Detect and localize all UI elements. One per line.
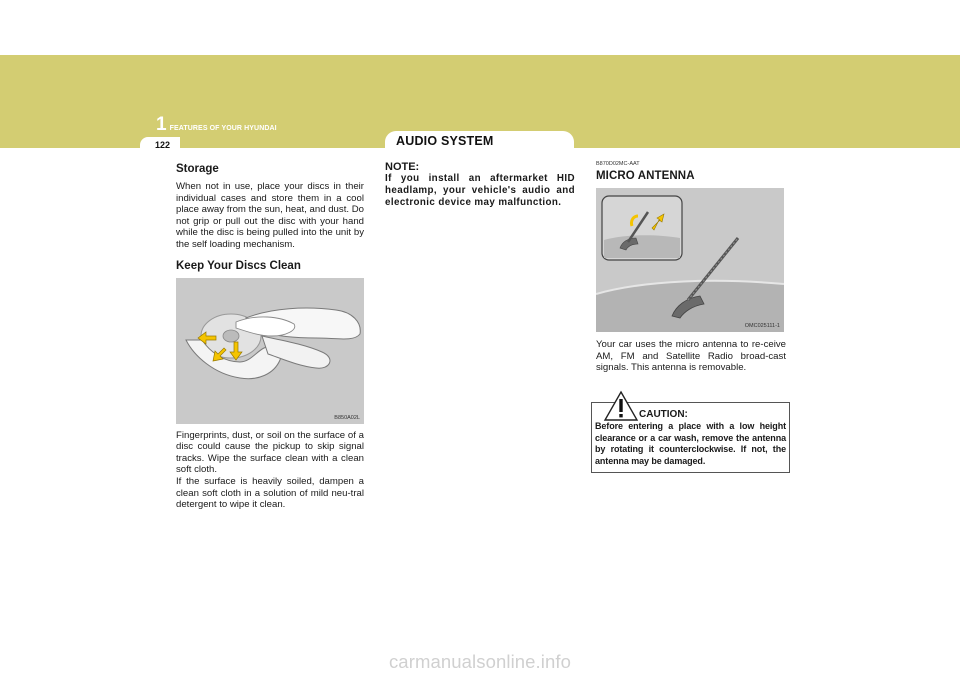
- left-column: [176, 163, 364, 511]
- clean-text-2: If the surface is heavily soiled, dampen a clean soft cloth in a solution of mild neu-tral detergent to wipe it clean.: [176, 475, 364, 511]
- right-column: [596, 161, 786, 374]
- storage-text: When not in use, place your discs in their individual cases and store them in a cool place away from the sun, heat, and dust. Do not grip or pull out the disc with your hand while the disc is being pulled into the unit by the self loading mechanism.: [176, 181, 364, 250]
- chapter-title: FEATURES OF YOUR HYUNDAI: [169, 125, 277, 132]
- caution-text: Before entering a place with a low height clearance or a car wash, remove the antenna by rotating it counterclockwise. If not, the antenna may be damaged.: [595, 421, 786, 466]
- clean-heading: Keep Your Discs Clean: [176, 259, 301, 272]
- figure-code: OMC025111-1: [744, 323, 780, 329]
- chapter-label: [156, 116, 277, 134]
- caution-box: [591, 402, 790, 473]
- section-code: B870D02MC-AAT: [596, 161, 640, 167]
- chapter-number: 1: [156, 114, 167, 135]
- note-heading: NOTE:: [385, 161, 420, 173]
- antenna-illustration: [596, 188, 784, 332]
- caution-heading: CAUTION:: [639, 409, 688, 420]
- disc-cleaning-figure: [176, 278, 364, 424]
- disc-cleaning-illustration: [176, 278, 364, 424]
- antenna-body: Your car uses the micro antenna to re-ceive AM, FM and Satellite Radio broad-cast signals. This antenna is removable.: [596, 339, 786, 374]
- watermark: carmanualsonline.info: [388, 651, 572, 672]
- middle-column: [385, 161, 575, 209]
- micro-antenna-heading: MICRO ANTENNA: [596, 170, 695, 182]
- clean-text-1: Fingerprints, dust, or soil on the surface of a disc could cause the pickup to skip signal tracks. Wipe the surface clean with a clean soft cloth.: [176, 429, 364, 476]
- warning-triangle-icon: [603, 390, 639, 422]
- page-number: 122: [155, 140, 171, 150]
- storage-heading: Storage: [176, 163, 219, 175]
- figure-code: B850A02L: [334, 414, 360, 421]
- antenna-figure: [596, 188, 784, 332]
- section-title: AUDIO SYSTEM: [396, 134, 494, 148]
- note-text: If you install an aftermarket HID headlamp, your vehicle's audio and electronic device may malfunction.: [385, 173, 575, 208]
